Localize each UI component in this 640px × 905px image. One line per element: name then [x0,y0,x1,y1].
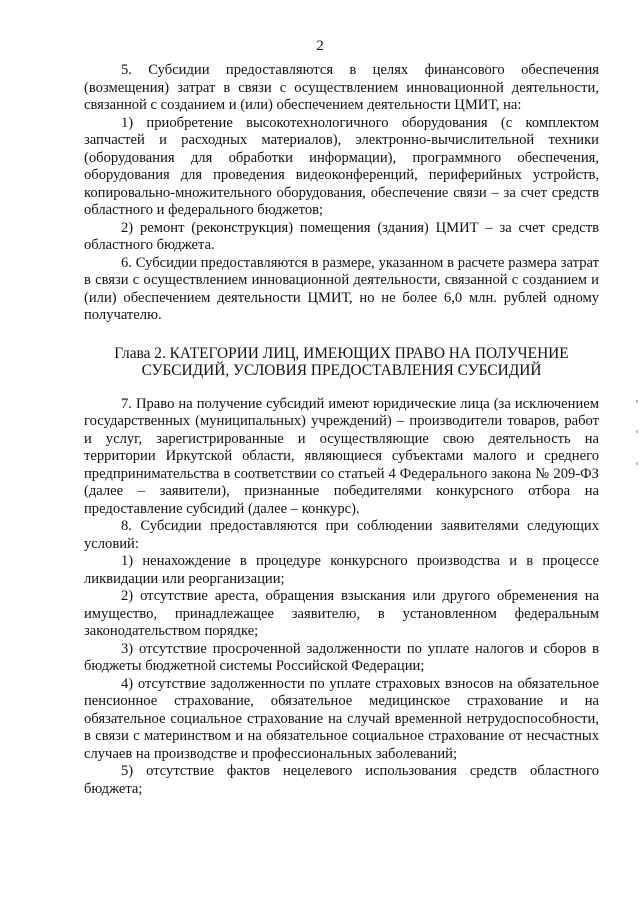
paragraph-8: 8. Субсидии предоставляются при соблюдении заявителями следующих условий: [84,518,599,552]
page-number: 2 [316,38,324,54]
condition-5: 5) отсутствие фактов нецелевого использования средств областного бюджета; [84,763,599,797]
condition-3: 3) отсутствие просроченной задолженности по уплате налогов и сборов в бюджеты бюджетной системы Российской Федерации; [84,640,599,674]
paragraph-5-item-1: 1) приобретение высокотехнологичного оборудования (с комплектом запчастей и расходных материалов), электронно-вычислительной техники (оборудования для обработки информации), программного обеспечения, оборудования для проведения видеоконференций, периферийных устройств, копировально-множительного оборудования, обеспечение связи – за счет средств областного и федерального бюджетов; [84,114,599,218]
paragraph-5: 5. Субсидии предоставляются в целях финансового обеспечения (возмещения) затрат в связи с осуществлением инновационной деятельности, связанной с созданием и (или) обеспечением деятельности ЦМИТ, на: [84,62,599,113]
paragraph-6: 6. Субсидии предоставляются в размере, указанном в расчете размера затрат в связи с осуществлением инновационной деятельности, связанной с созданием и (или) обеспечением деятельности ЦМИТ, но не более 6,0 млн. рублей одному получателю. [84,254,599,323]
paragraph-7: 7. Право на получение субсидий имеют юридические лица (за исключением государственных (муниципальных) учреждений) – производители товаров, работ и услуг, зарегистрированные и осуществляющие свою деятельность на территории Иркутской области, являющиеся субъектами малого и среднего предпринимательства в соответствии со статьей 4 Федерального закона № 209-ФЗ (далее – заявители), признанные победителями конкурсного отбора на предоставление субсидий (далее – конкурс). [84,395,599,517]
condition-2: 2) отсутствие ареста, обращения взыскания или другого обременения на имущество, принадлежащее заявителю, в установленном федеральным законодательством порядке; [84,588,599,639]
condition-1: 1) ненахождение в процедуре конкурсного производства и в процессе ликвидации или реорганизации; [84,553,599,587]
chapter-heading [84,345,599,380]
scan-edge-mark [636,462,638,465]
document-body [84,62,599,798]
scan-edge-mark [636,400,638,403]
condition-4: 4) отсутствие задолженности по уплате страховых взносов на обязательное пенсионное страхование, обязательное медицинское страхование и на обязательное социальное страхование на случай временной нетрудоспособности, в связи с материнством и на обязательное социальное страхование от несчастных случаев на производстве и профессиональных заболеваний; [84,675,599,762]
scan-edge-mark [636,430,638,433]
chapter-heading-line-2: СУБСИДИЙ, УСЛОВИЯ ПРЕДОСТАВЛЕНИЯ СУБСИДИЙ [141,362,542,379]
chapter-heading-line-1: Глава 2. КАТЕГОРИИ ЛИЦ, ИМЕЮЩИХ ПРАВО НА ПОЛУЧЕНИЕ [114,344,569,362]
paragraph-5-item-2: 2) ремонт (реконструкция) помещения (здания) ЦМИТ – за счет средств областного бюджета. [84,219,599,253]
